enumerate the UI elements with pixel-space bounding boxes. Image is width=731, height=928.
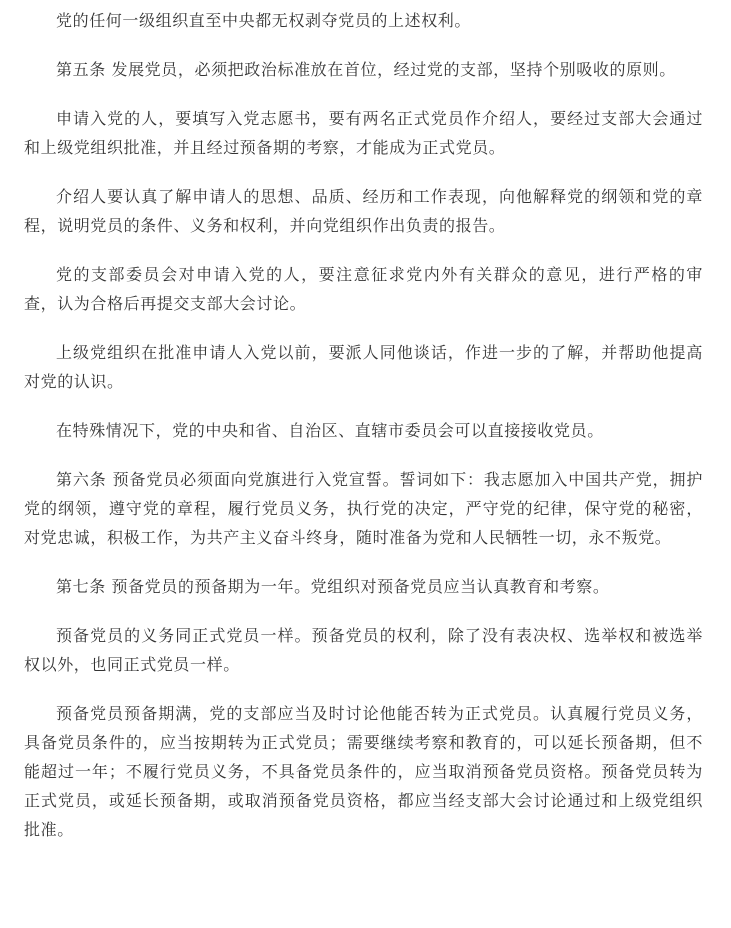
- paragraph-9: 第七条 预备党员的预备期为一年。党组织对预备党员应当认真教育和考察。: [56, 577, 610, 596]
- paragraph-1: 党的任何一级组织直至中央都无权剥夺党员的上述权利。: [56, 11, 472, 30]
- paragraph-6: 上级党组织在批准申请人入党以前，要派人同他谈话，作进一步的了解，并帮助他提高对党的认识。: [24, 343, 703, 391]
- paragraph-11: 预备党员预备期满，党的支部应当及时讨论他能否转为正式党员。认真履行党员义务，具备党员条件的，应当按期转为正式党员；需要继续考察和教育的，可以延长预备期，但不能超过一年；不履行党员义务，不具备党员条件的，应当取消预备党员资格。预备党员转为正式党员，或延长预备期，或取消预备党员资格，都应当经支部大会讨论通过和上级党组织批准。: [24, 704, 703, 839]
- paragraph-8: 第六条 预备党员必须面向党旗进行入党宣誓。誓词如下：我志愿加入中国共产党，拥护党的纲领，遵守党的章程，履行党员义务，执行党的决定，严守党的纪律，保守党的秘密，对党忠诚，积极工作，为共产主义奋斗终身，随时准备为党和人民牺牲一切，永不叛党。: [24, 470, 703, 547]
- paragraph-4: 介绍人要认真了解申请人的思想、品质、经历和工作表现，向他解释党的纲领和党的章程，说明党员的条件、义务和权利，并向党组织作出负责的报告。: [24, 187, 703, 235]
- paragraph-10: 预备党员的义务同正式党员一样。预备党员的权利，除了没有表决权、选举权和被选举权以外，也同正式党员一样。: [24, 626, 703, 674]
- paragraph-7: 在特殊情况下，党的中央和省、自治区、直辖市委员会可以直接接收党员。: [56, 421, 604, 440]
- paragraph-3: 申请入党的人，要填写入党志愿书，要有两名正式党员作介绍人，要经过支部大会通过和上级党组织批准，并且经过预备期的考察，才能成为正式党员。: [24, 109, 703, 157]
- paragraph-5: 党的支部委员会对申请入党的人，要注意征求党内外有关群众的意见，进行严格的审查，认为合格后再提交支部大会讨论。: [24, 265, 703, 313]
- paragraph-2: 第五条 发展党员，必须把政治标准放在首位，经过党的支部，坚持个别吸收的原则。: [56, 60, 676, 79]
